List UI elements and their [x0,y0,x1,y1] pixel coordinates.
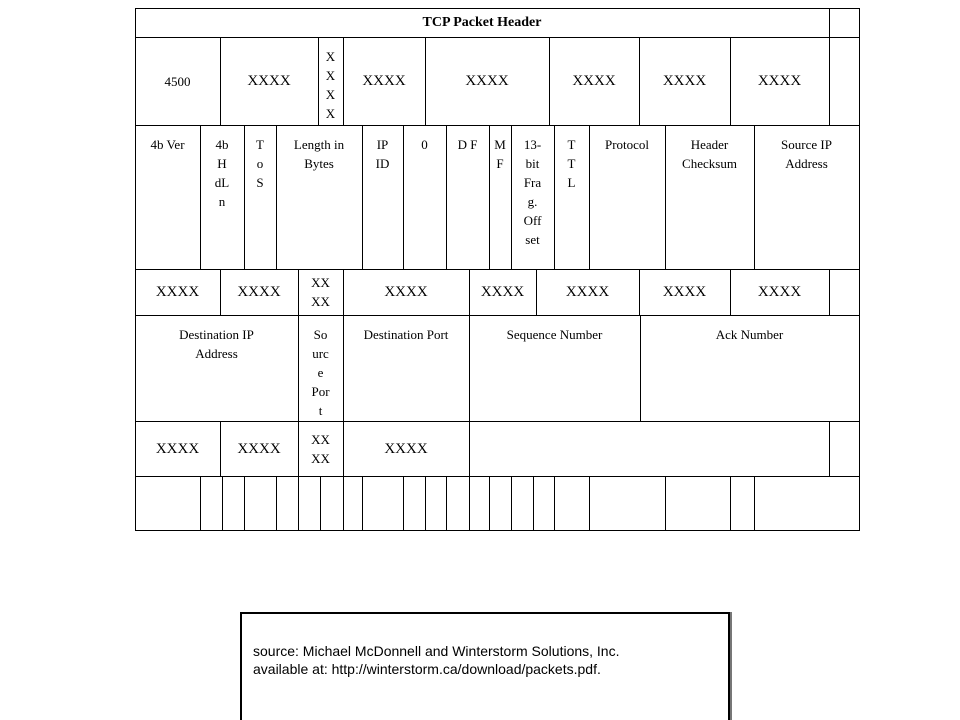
row1-cell: XXXX [247,73,291,89]
grid-line [829,269,830,315]
grid-line [554,476,555,531]
grid-line [276,476,277,531]
row4-field-label: Destination IP Address [179,327,254,361]
row3-cell: XXXX [480,284,525,300]
grid-line [469,476,470,531]
row4-field-label: Ack Number [715,327,784,342]
grid-line [829,421,830,476]
row2-field-label: 4b Ver [150,137,185,152]
grid-line [446,476,447,531]
row3-cell: XXXX [565,284,610,300]
grid-line [200,476,201,531]
row1-cell: XXXX [465,73,509,89]
grid-line [489,476,490,531]
row2-field-label: T o S [256,137,264,190]
row2-field-label: 13- bit Fra g. Off set [523,137,542,247]
grid-line [425,476,426,531]
row2-field-label: M F [494,137,506,171]
row1-cell: XXXX [662,73,707,89]
row2-field-label: 0 [421,137,428,152]
row2-field-label: Protocol [604,137,650,152]
grid-line [222,476,223,531]
row1-cell: XXXX [362,73,406,89]
row2-field-label: Source IP Address [781,137,832,171]
row1-cell: X X X X [325,49,336,121]
row3-cell: XXXX [237,284,281,300]
row2-field-label: Header Checksum [682,137,737,171]
grid-line [244,476,245,531]
grid-line [730,476,731,531]
diagram-title: TCP Packet Header [422,15,542,30]
row2-field-label: Length in Bytes [293,137,345,171]
row5-cell: XX XX [311,431,330,466]
row4-field-label: Destination Port [363,327,449,342]
grid-line [533,476,534,531]
grid-line [511,476,512,531]
row3-cell: XXXX [662,284,707,300]
source-box [240,612,730,720]
source-line-1: source: Michael McDonnell and Winterstorm Solutions, Inc. [253,643,620,659]
row2-field-label: IP ID [375,137,390,171]
row3-cell: XXXX [384,284,428,300]
row1-cell: 4500 [164,73,191,89]
table-right-border [859,8,860,531]
row5-cell: XXXX [155,440,200,457]
source-citation [253,642,619,678]
row2-field-label: D F [457,137,478,152]
grid-line [320,476,321,531]
row3-cell: XX XX [311,275,330,309]
grid-line [469,421,470,476]
row5-cell: XXXX [384,440,428,457]
source-line-2: available at: http://winterstorm.ca/download/packets.pdf. [253,661,601,677]
row3-cell: XXXX [155,284,200,300]
grid-line [829,37,830,125]
grid-line [829,8,830,37]
row3-cell: XXXX [757,284,802,300]
grid-line [589,476,590,531]
row2-field-label: 4b H dL n [214,137,230,209]
row4-field-label: Sequence Number [506,327,603,342]
grid-line [754,476,755,531]
grid-line [665,476,666,531]
row2-field-label: T T L [567,137,576,190]
grid-line [343,476,344,531]
grid-line [298,476,299,531]
row5-cell: XXXX [237,440,281,457]
row1-cell: XXXX [572,73,616,89]
grid-line [362,476,363,531]
row4-field-label: So urc e Por t [311,327,330,418]
grid-line [403,476,404,531]
row1-cell: XXXX [757,73,802,89]
